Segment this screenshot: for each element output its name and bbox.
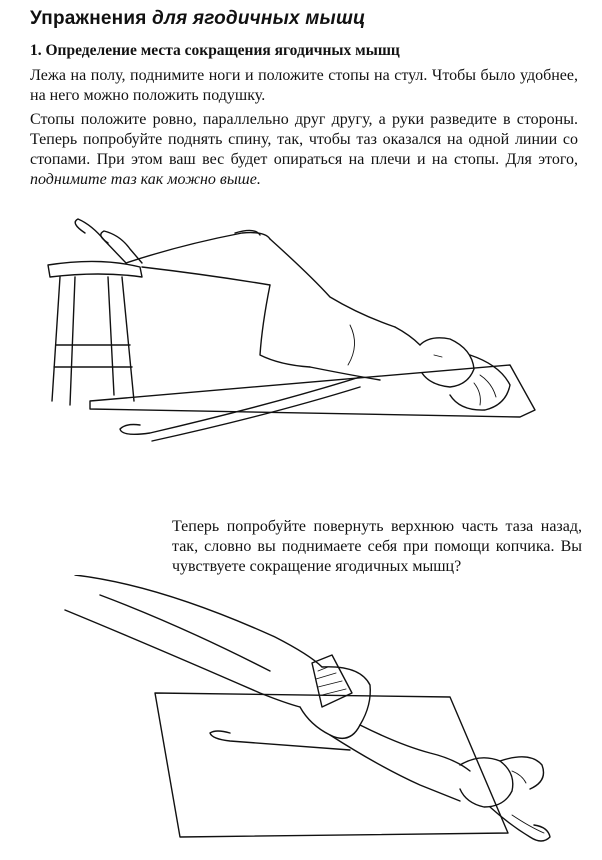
illustration-hip-tilt-gluteus <box>60 575 580 850</box>
section-heading: 1. Определение места сокращения ягодичных мышц <box>30 42 400 59</box>
paragraph-2-main: Стопы положите ровно, параллельно друг другу, а руки разведите в стороны. Теперь попробуйте поднять спину, так, чтобы таз оказался на одной линии со стопами. При этом ваш вес будет опираться на плечи и на стопы. Для этого, <box>30 111 578 168</box>
title-main: Упражнения <box>30 8 147 29</box>
paragraph-1: Лежа на полу, поднимите ноги и положите стопы на стул. Чтобы было удобнее, на него можно положить подушку. <box>30 67 578 104</box>
paragraph-3: Теперь попробуйте повернуть верхнюю часть таза назад, так, словно вы поднимаете себя при помощи копчика. Вы чувствуете сокращение ягодичных мышц? <box>172 518 582 575</box>
paragraph-2-italic: поднимите таз как можно выше. <box>30 171 261 188</box>
page-title <box>30 8 366 30</box>
title-italic: для ягодичных мышц <box>152 8 366 29</box>
paragraph-2 <box>30 110 578 190</box>
illustration-bridge-on-stool <box>30 205 560 475</box>
